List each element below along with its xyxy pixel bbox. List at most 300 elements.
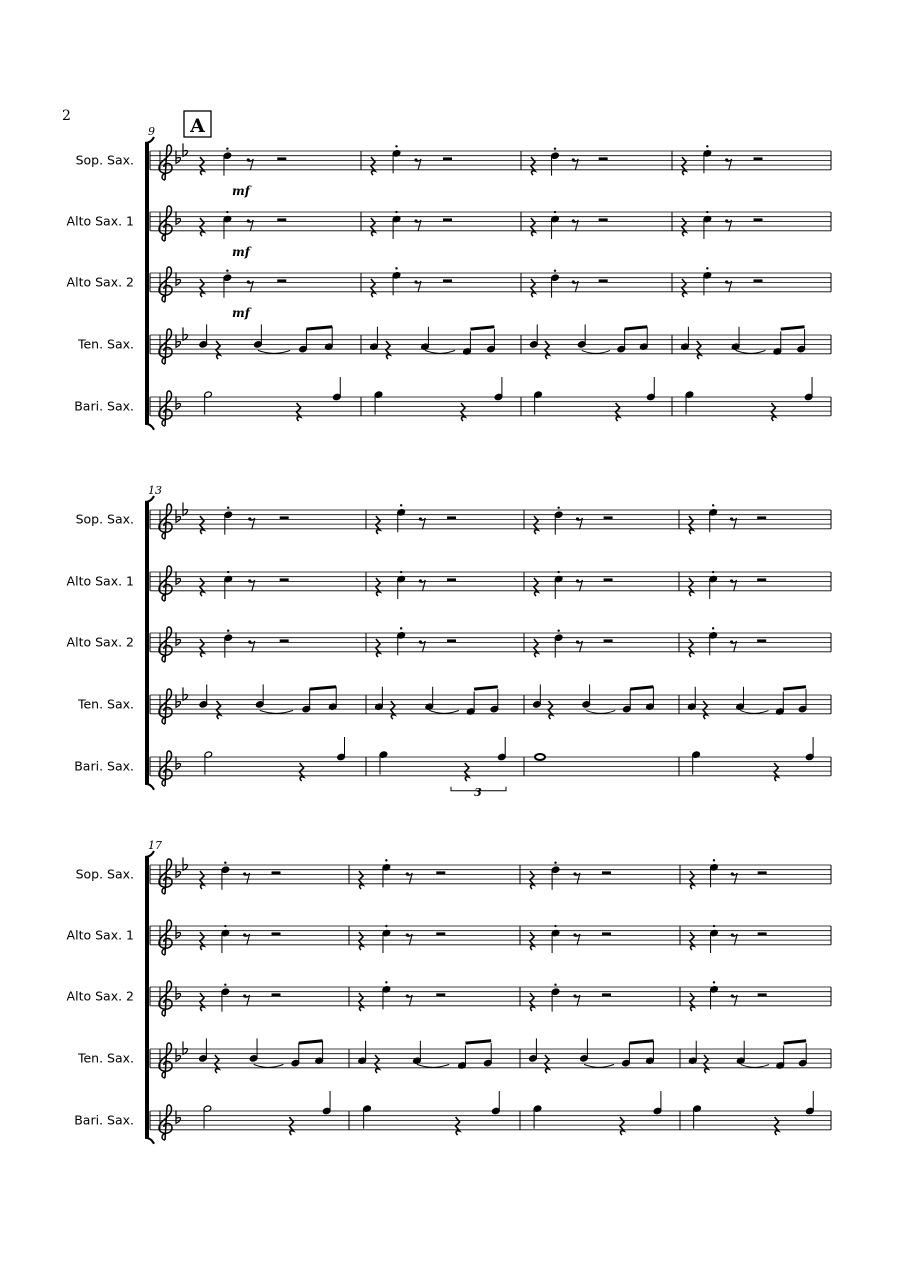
staccato-dot: [706, 267, 708, 269]
measure: [204, 377, 341, 421]
half-rest-icon: [277, 279, 286, 282]
quarter-rest-icon: [531, 218, 535, 236]
staccato-dot: [557, 507, 559, 509]
tie: [417, 1064, 449, 1067]
staccato-dot: [554, 862, 556, 864]
measure: [689, 571, 766, 599]
staccato-dot: [554, 270, 556, 272]
quarter-rest-icon: [300, 763, 304, 781]
flat-icon: [176, 694, 181, 707]
quarter-rest-icon: [775, 1117, 779, 1135]
measure: [534, 507, 613, 535]
staccato-dot: [227, 571, 229, 573]
half-rest-icon: [280, 578, 289, 581]
eighth-rest-icon: [250, 580, 255, 591]
staccato-dot: [385, 859, 387, 861]
quarter-rest-icon: [530, 871, 534, 889]
eighth-rest-icon: [245, 934, 250, 945]
half-rest-icon: [280, 516, 289, 519]
half-rest-icon: [758, 871, 767, 874]
quarter-rest-icon: [376, 578, 380, 596]
flat-icon: [176, 1048, 181, 1061]
half-rest-icon: [447, 639, 456, 642]
staccato-dot: [400, 627, 402, 629]
quarter-rest-icon: [531, 279, 535, 297]
half-rest-icon: [436, 993, 445, 996]
svg-text:A: A: [190, 115, 205, 137]
beam: [470, 327, 494, 329]
flat-icon: [176, 272, 181, 285]
measure: [534, 571, 613, 599]
measure: [534, 630, 613, 658]
quarter-rest-icon: [200, 871, 204, 889]
eighth-rest-icon: [407, 995, 412, 1006]
eighth-rest-icon: [573, 159, 578, 170]
half-rest-icon: [272, 871, 281, 874]
quarter-rest-icon: [200, 578, 204, 596]
staff: [74, 377, 831, 426]
measure: [200, 270, 286, 298]
treble-clef-icon: [159, 267, 172, 302]
quarter-rest-icon: [531, 157, 535, 175]
staccato-dot: [400, 571, 402, 573]
staff: [74, 737, 831, 799]
half-rest-icon: [436, 932, 445, 935]
measure: [200, 925, 281, 953]
instrument-label: Alto Sax. 1: [66, 573, 134, 589]
measure: [371, 211, 452, 239]
staccato-dot: [554, 925, 556, 927]
half-rest-icon: [604, 639, 613, 642]
staccato-dot: [706, 145, 708, 147]
quarter-rest-icon: [534, 639, 538, 657]
flat-icon: [176, 571, 181, 584]
quarter-rest-icon: [386, 341, 390, 359]
measure-number: 9: [148, 125, 155, 138]
eighth-rest-icon: [732, 518, 737, 529]
staccato-dot: [554, 984, 556, 986]
eighth-rest-icon: [575, 995, 580, 1006]
half-rest-icon: [602, 993, 611, 996]
tie: [736, 350, 766, 353]
treble-clef-icon: [159, 329, 172, 364]
quarter-rest-icon: [289, 1117, 293, 1135]
treble-clef-icon: [159, 920, 172, 955]
staccato-dot: [227, 507, 229, 509]
flat-icon: [183, 502, 188, 515]
measure: [534, 377, 655, 421]
treble-clef-icon: [159, 981, 172, 1016]
half-rest-icon: [754, 157, 763, 160]
quarter-rest-icon: [371, 157, 375, 175]
measure: [682, 211, 763, 239]
instrument-label: Ten. Sax.: [77, 336, 134, 352]
quarter-rest-icon: [215, 1055, 219, 1073]
staff: [74, 1091, 831, 1140]
quarter-rest-icon: [549, 701, 553, 719]
quarter-rest-icon: [545, 341, 549, 359]
half-rest-icon: [599, 279, 608, 282]
staccato-dot: [226, 211, 228, 213]
measure: [203, 1091, 331, 1135]
flat-icon: [176, 211, 181, 224]
half-rest-icon: [443, 279, 452, 282]
quarter-rest-icon: [200, 993, 204, 1011]
instrument-label: Alto Sax. 2: [66, 634, 134, 650]
quarter-rest-icon: [530, 993, 534, 1011]
beam: [630, 687, 653, 689]
quarter-rest-icon: [703, 701, 707, 719]
staff: [67, 627, 831, 662]
tuplet-number: 3: [474, 785, 482, 799]
half-rest-icon: [436, 871, 445, 874]
instrument-label: Alto Sax. 2: [66, 988, 134, 1004]
quarter-rest-icon: [200, 157, 204, 175]
half-rest-icon: [447, 516, 456, 519]
quarter-rest-icon: [704, 1055, 708, 1073]
staccato-dot: [712, 627, 714, 629]
measure: [204, 737, 345, 781]
measure: [200, 148, 286, 176]
system-bracket: [145, 784, 154, 790]
measure: [359, 925, 445, 953]
eighth-rest-icon: [732, 934, 737, 945]
beam: [299, 1041, 323, 1043]
staccato-dot: [395, 267, 397, 269]
quarter-rest-icon: [534, 578, 538, 596]
quarter-rest-icon: [217, 701, 221, 719]
flat-icon: [176, 509, 181, 522]
quarter-rest-icon: [375, 1055, 379, 1073]
tie: [425, 350, 455, 353]
eighth-rest-icon: [420, 580, 425, 591]
measure-number: 13: [148, 484, 162, 497]
staccato-dot: [224, 984, 226, 986]
eighth-rest-icon: [575, 934, 580, 945]
quarter-rest-icon: [359, 871, 363, 889]
measure: [200, 507, 289, 535]
half-rest-icon: [280, 639, 289, 642]
staff: [67, 206, 831, 259]
quarter-rest-icon: [682, 279, 686, 297]
eighth-rest-icon: [573, 220, 578, 231]
quarter-rest-icon: [690, 871, 694, 889]
eighth-rest-icon: [732, 580, 737, 591]
measure: [379, 737, 506, 781]
eighth-rest-icon: [732, 873, 737, 884]
flat-icon: [183, 687, 188, 700]
beam: [474, 687, 498, 689]
eighth-rest-icon: [245, 873, 250, 884]
measure: [685, 377, 813, 421]
quarter-rest-icon: [456, 1117, 460, 1135]
quarter-rest-icon: [359, 993, 363, 1011]
staff: [67, 981, 831, 1016]
quarter-rest-icon: [689, 516, 693, 534]
system: [67, 839, 831, 1144]
eighth-rest-icon: [578, 641, 583, 652]
beam: [629, 1041, 653, 1043]
tie: [584, 1064, 614, 1067]
staccato-dot: [557, 630, 559, 632]
tie: [429, 710, 459, 713]
beam: [465, 1041, 491, 1043]
measure: [200, 571, 289, 599]
eighth-rest-icon: [250, 641, 255, 652]
staccato-dot: [712, 571, 714, 573]
instrument-label: Ten. Sax.: [77, 1050, 134, 1066]
treble-clef-icon: [159, 751, 172, 786]
eighth-rest-icon: [407, 934, 412, 945]
eighth-rest-icon: [416, 159, 421, 170]
quarter-rest-icon: [200, 279, 204, 297]
eighth-rest-icon: [250, 518, 255, 529]
quarter-rest-icon: [200, 639, 204, 657]
quarter-rest-icon: [682, 157, 686, 175]
measure: [200, 862, 281, 890]
tie: [741, 1064, 769, 1067]
staccato-dot: [226, 270, 228, 272]
flat-icon: [176, 334, 181, 347]
system: [67, 484, 831, 799]
instrument-label: Bari. Sax.: [74, 398, 134, 414]
tie: [260, 710, 293, 713]
measure: [533, 1091, 662, 1135]
eighth-rest-icon: [248, 220, 253, 231]
quarter-rest-icon: [616, 403, 620, 421]
treble-clef-icon: [159, 859, 172, 894]
quarter-rest-icon: [465, 763, 469, 781]
flat-icon: [183, 327, 188, 340]
half-rest-icon: [604, 516, 613, 519]
instrument-label: Sop. Sax.: [75, 152, 134, 168]
instrument-label: Alto Sax. 1: [66, 927, 134, 943]
eighth-rest-icon: [732, 641, 737, 652]
treble-clef-icon: [159, 627, 172, 662]
half-rest-icon: [758, 932, 767, 935]
measure: [530, 984, 611, 1012]
system-bracket: [145, 424, 154, 430]
eighth-rest-icon: [416, 281, 421, 292]
half-rest-icon: [754, 218, 763, 221]
staff: [67, 566, 831, 601]
staccato-dot: [224, 862, 226, 864]
instrument-label: Bari. Sax.: [74, 1112, 134, 1128]
eighth-rest-icon: [245, 995, 250, 1006]
eighth-rest-icon: [727, 159, 732, 170]
tie: [258, 350, 290, 353]
instrument-label: Ten. Sax.: [77, 696, 134, 712]
quarter-rest-icon: [690, 932, 694, 950]
half-rest-icon: [757, 639, 766, 642]
measure: [200, 630, 289, 658]
measure: [531, 211, 608, 239]
staff: [67, 267, 831, 320]
treble-clef-icon: [159, 689, 172, 724]
quarter-rest-icon: [697, 341, 701, 359]
flat-icon: [176, 864, 181, 877]
measure: [530, 862, 611, 890]
treble-clef-icon: [159, 1043, 172, 1078]
flat-icon: [176, 756, 181, 769]
flat-icon: [176, 150, 181, 163]
staccato-dot: [713, 859, 715, 861]
flat-icon: [183, 1041, 188, 1054]
instrument-label: Sop. Sax.: [75, 511, 134, 527]
staccato-dot: [226, 148, 228, 150]
staccato-dot: [712, 504, 714, 506]
instrument-label: Alto Sax. 2: [66, 274, 134, 290]
staccato-dot: [385, 925, 387, 927]
eighth-rest-icon: [248, 159, 253, 170]
half-rest-icon: [599, 218, 608, 221]
measure: [531, 148, 608, 176]
staccato-dot: [395, 211, 397, 213]
eighth-rest-icon: [573, 281, 578, 292]
eighth-rest-icon: [727, 220, 732, 231]
eighth-rest-icon: [407, 873, 412, 884]
staccato-dot: [706, 211, 708, 213]
tie: [254, 1064, 284, 1067]
staff: [77, 324, 831, 364]
eighth-rest-icon: [732, 995, 737, 1006]
dynamic-mark: mf: [232, 244, 250, 259]
staff: [76, 502, 831, 539]
flat-icon: [183, 143, 188, 156]
staff: [67, 920, 831, 955]
quarter-rest-icon: [391, 701, 395, 719]
quarter-rest-icon: [689, 578, 693, 596]
quarter-rest-icon: [376, 639, 380, 657]
measure: [200, 984, 281, 1012]
staccato-dot: [554, 148, 556, 150]
beam: [783, 687, 806, 689]
flat-icon: [176, 632, 181, 645]
half-rest-icon: [599, 157, 608, 160]
staccato-dot: [713, 925, 715, 927]
eighth-rest-icon: [575, 873, 580, 884]
eighth-rest-icon: [420, 518, 425, 529]
tie: [740, 710, 768, 713]
beam: [306, 327, 332, 329]
beam: [784, 1041, 807, 1043]
half-rest-icon: [602, 871, 611, 874]
measure: [374, 377, 503, 421]
half-rest-icon: [443, 157, 452, 160]
half-rest-icon: [272, 932, 281, 935]
quarter-rest-icon: [200, 932, 204, 950]
measure-number: 17: [148, 839, 162, 852]
half-rest-icon: [277, 157, 286, 160]
quarter-rest-icon: [297, 403, 301, 421]
treble-clef-icon: [159, 206, 172, 241]
measure: [200, 211, 286, 239]
quarter-rest-icon: [682, 218, 686, 236]
measure: [363, 1091, 500, 1135]
quarter-rest-icon: [200, 218, 204, 236]
instrument-label: Alto Sax. 1: [66, 213, 134, 229]
instrument-label: Bari. Sax.: [74, 758, 134, 774]
flat-icon: [176, 396, 181, 409]
staff: [77, 1038, 831, 1078]
measure: [530, 925, 611, 953]
half-rest-icon: [757, 578, 766, 581]
measure: [690, 925, 767, 953]
staccato-dot: [400, 504, 402, 506]
half-rest-icon: [604, 578, 613, 581]
measure: [376, 571, 456, 599]
staff: [77, 684, 831, 724]
quarter-rest-icon: [534, 516, 538, 534]
treble-clef-icon: [159, 1105, 172, 1140]
measure: [531, 270, 608, 298]
half-rest-icon: [272, 993, 281, 996]
beam: [625, 327, 648, 329]
quarter-rest-icon: [376, 516, 380, 534]
staccato-dot: [395, 145, 397, 147]
eighth-rest-icon: [578, 580, 583, 591]
half-rest-icon: [443, 218, 452, 221]
quarter-rest-icon: [774, 763, 778, 781]
eighth-rest-icon: [416, 220, 421, 231]
quarter-rest-icon: [216, 341, 220, 359]
measure: [693, 1091, 814, 1135]
staccato-dot: [713, 981, 715, 983]
treble-clef-icon: [159, 566, 172, 601]
whole-note: [535, 754, 545, 760]
staccato-dot: [557, 571, 559, 573]
dynamic-mark: mf: [232, 183, 250, 198]
quarter-rest-icon: [371, 279, 375, 297]
quarter-rest-icon: [530, 932, 534, 950]
beam: [781, 327, 805, 329]
eighth-rest-icon: [248, 281, 253, 292]
eighth-rest-icon: [420, 641, 425, 652]
quarter-rest-icon: [461, 403, 465, 421]
measure: [535, 754, 545, 760]
flat-icon: [176, 986, 181, 999]
dynamic-mark: mf: [232, 305, 250, 320]
flat-icon: [176, 925, 181, 938]
staff: [76, 857, 831, 894]
flat-icon: [176, 1110, 181, 1123]
treble-clef-icon: [159, 391, 172, 426]
staccato-dot: [554, 211, 556, 213]
staccato-dot: [224, 925, 226, 927]
rehearsal-mark-a: [184, 111, 211, 137]
half-rest-icon: [754, 279, 763, 282]
staccato-dot: [227, 630, 229, 632]
flat-icon: [183, 857, 188, 870]
treble-clef-icon: [159, 504, 172, 539]
system-bracket: [145, 1138, 154, 1144]
quarter-rest-icon: [771, 403, 775, 421]
quarter-rest-icon: [359, 932, 363, 950]
eighth-rest-icon: [727, 281, 732, 292]
treble-clef-icon: [159, 145, 172, 180]
quarter-rest-icon: [545, 1055, 549, 1073]
half-rest-icon: [447, 578, 456, 581]
system: [67, 125, 831, 430]
measure: [692, 737, 814, 781]
half-rest-icon: [277, 218, 286, 221]
quarter-rest-icon: [690, 993, 694, 1011]
tie: [586, 710, 615, 713]
eighth-rest-icon: [578, 518, 583, 529]
beam: [310, 687, 337, 689]
tie: [582, 350, 610, 353]
quarter-rest-icon: [371, 218, 375, 236]
